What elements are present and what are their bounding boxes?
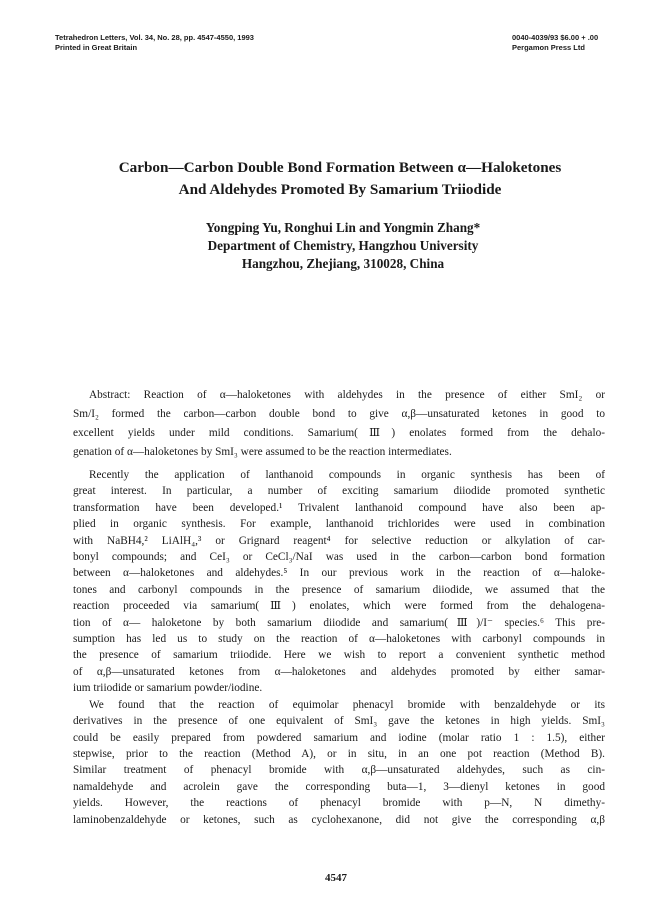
body-line: tion of α— haloketone by both samarium diiodide and samarium(Ⅲ)/I⁻ species.⁶ This pre- xyxy=(73,616,605,629)
body-line: Similar treatment of phenacyl bromide with α,β—unsaturated aldehydes, such as cin- xyxy=(73,764,605,777)
body-line: between α—haloketones and aldehydes.⁵ In our previous work in the reaction of α—haloke- xyxy=(73,567,605,580)
title-line: And Aldehydes Promoted By Samarium Triiodide xyxy=(178,181,502,198)
body-line: We found that the reaction of equimolar phenacyl bromide with benzaldehyde or its xyxy=(89,698,605,711)
body-line: bonyl compounds; and CeI₃ or CeCl₃/NaI was used in the carbon—carbon bond formation xyxy=(73,551,605,564)
abstract-line: Abstract: Reaction of α—haloketones with aldehydes in the presence of either SmI₂ or xyxy=(89,389,605,401)
body-line: yields. However, the reactions of phenacyl bromide with p—N, N dimethy- xyxy=(73,797,605,810)
issn-line: 0040-4039/93 $6.00 + .00 xyxy=(512,33,599,42)
body-line: reaction proceeded via samarium(Ⅲ) enolates, which were formed from the dehalogena- xyxy=(73,600,605,613)
body-line: plied in organic synthesis. For example, lanthanoid trichlorides were used in combination xyxy=(73,518,605,531)
body-text xyxy=(73,467,605,828)
body-line: the presence of samarium triiodide. Here we wish to report a convenient synthetic method xyxy=(73,649,605,662)
body-line: transformation have been developed.¹ Trivalent lanthanoid compound have also been ap- xyxy=(73,501,605,514)
body-line: with NaBH4,² LiAlH₄,³ or Grignard reagent⁴ for selective reduction or alkylation of car- xyxy=(73,534,605,547)
body-line: could be easily prepared from powdered samarium and iodine (molar ratio 1 : 1.5), either xyxy=(73,731,605,744)
body-line: Recently the application of lanthanoid compounds in organic synthesis has been of xyxy=(89,469,605,481)
paper-title xyxy=(60,157,620,201)
author-block xyxy=(60,219,626,273)
issn-block xyxy=(512,33,598,53)
body-line: tones and carbonyl compounds in the presence of samarium diiodide, we assumed that the xyxy=(73,583,605,596)
affiliation-address: Hangzhou, Zhejiang, 310028, China xyxy=(241,256,445,271)
abstract-line: genation of α—haloketones by SmI₃ were assumed to be the reaction intermediates. xyxy=(73,446,452,458)
body-line: derivatives in the presence of one equivalent of SmI₃ gave the ketones in high yields. SmI₃ xyxy=(73,715,605,728)
printed-in-line: Printed in Great Britain xyxy=(55,43,138,52)
journal-citation xyxy=(55,33,254,53)
body-line: sumption has led us to study on the reaction of α—haloketones with carbonyl compounds in xyxy=(73,633,605,646)
body-line: ium triiodide or samarium powder/iodine. xyxy=(73,682,263,695)
abstract xyxy=(73,386,605,462)
journal-citation-line: Tetrahedron Letters, Vol. 34, No. 28, pp. 4547-4550, 1993 xyxy=(55,33,254,42)
abstract-line: excellent yields under mild conditions. Samarium(Ⅲ) enolates formed from the dehalo- xyxy=(73,427,605,439)
author-names: Yongping Yu, Ronghui Lin and Yongmin Zhang* xyxy=(205,220,481,235)
body-line: namaldehyde and acrolein gave the corresponding buta—1, 3—dienyl ketones in good xyxy=(73,780,605,793)
publisher-line: Pergamon Press Ltd xyxy=(512,43,585,52)
page-number: 4547 xyxy=(325,872,347,884)
body-line: laminobenzaldehyde or ketones, such as cyclohexanone, did not give the corresponding α,β xyxy=(73,813,605,826)
abstract-line: Sm/I₂ formed the carbon—carbon double bond to give α,β—unsaturated ketones in good to xyxy=(73,408,605,420)
body-line: of α,β—unsaturated ketones from α—haloketones and aldehydes promoted by either samar- xyxy=(73,665,605,678)
title-line: Carbon—Carbon Double Bond Formation Between α—Haloketones xyxy=(118,159,562,176)
body-line: stepwise, prior to the reaction (Method A), or in situ, in an one pot reaction (Method B). xyxy=(73,747,605,760)
body-line: great interest. In particular, a number of exciting samarium diiodide promoted synthetic xyxy=(73,485,605,498)
affiliation-department: Department of Chemistry, Hangzhou University xyxy=(207,238,479,253)
